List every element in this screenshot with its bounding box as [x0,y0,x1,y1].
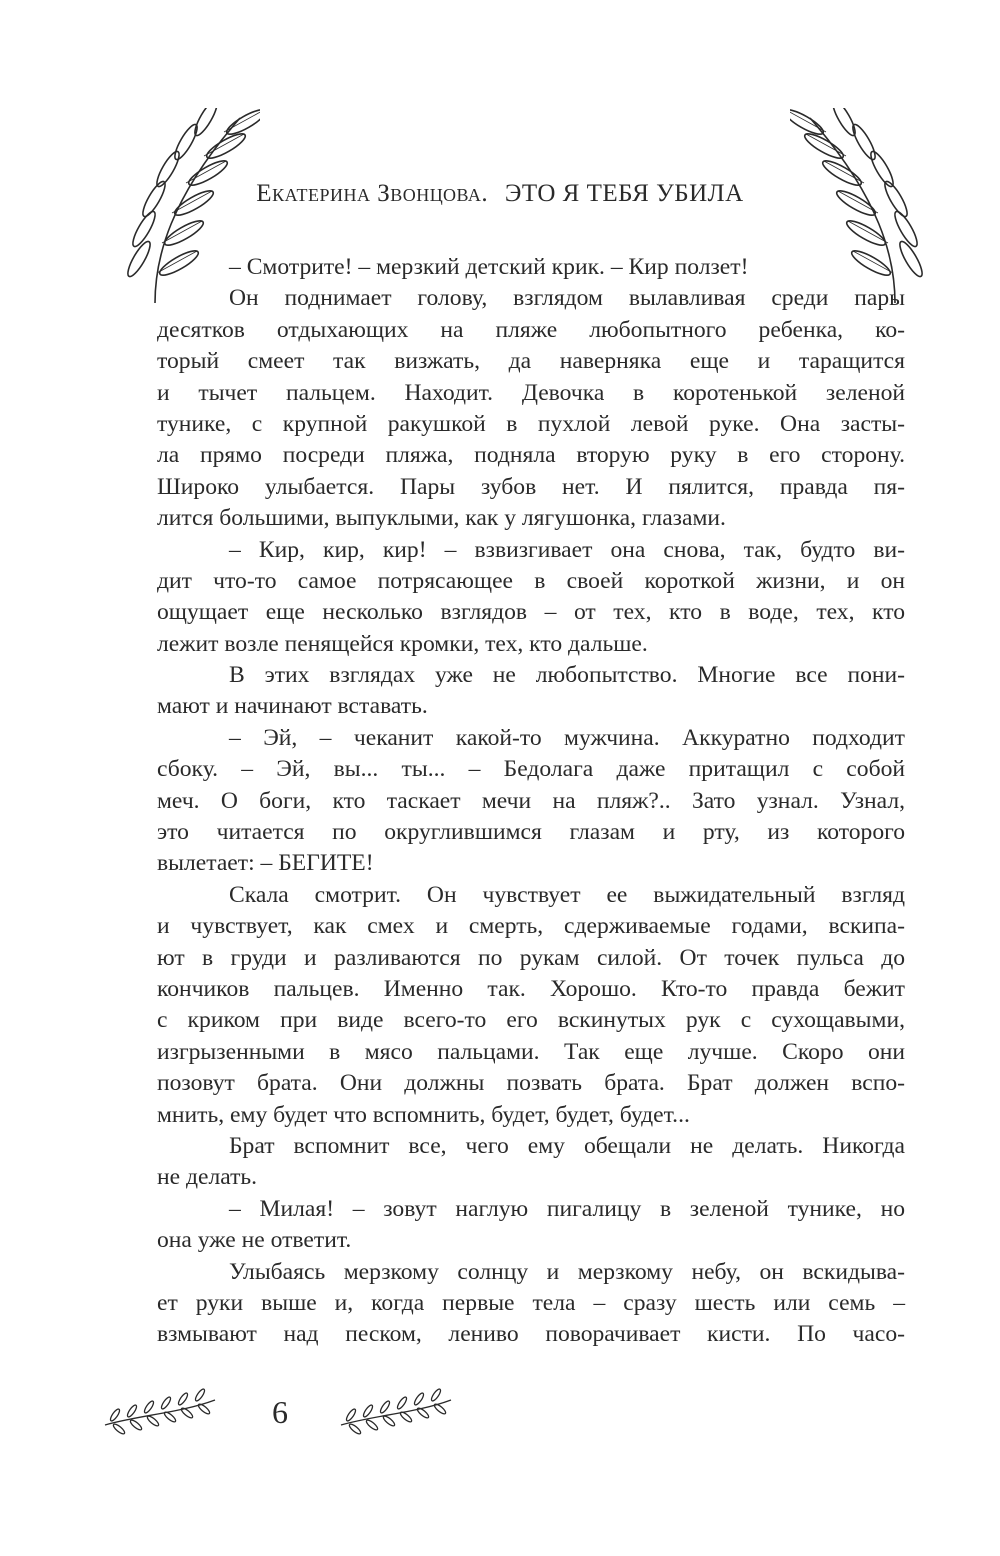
text-line: дит что-то самое потрясающее в своей короткой жизни, и он [157,567,905,594]
text-line: Скала смотрит. Он чувствует ее выжидательный взгляд [229,881,905,908]
text-line: с криком при виде всего-то его вскинутых рук с сухощавыми, [157,1007,905,1034]
header-author: Екатерина Звонцова. [256,180,489,207]
text-line: взмывают над песком, лениво поворачивает кисти. По часо- [157,1321,905,1348]
text-line: В этих взглядах уже не любопытство. Многие все пони- [229,662,905,689]
text-line: Улыбаясь мерзкому солнцу и мерзкому небу, он вскидыва- [229,1258,905,1285]
text-line: это читается по округлившимся глазам и рту, из которого [157,819,905,846]
text-line: ет руки выше и, когда первые тела – сразу шесть или семь – [157,1289,905,1316]
text-line: сбоку. – Эй, вы... ты... – Бедолага даже притащил с собой [157,756,905,783]
text-line: десятков отдыхающих на пляже любопытного ребенка, ко- [157,316,905,343]
text-line: не делать. [157,1164,258,1191]
text-line: она уже не ответит. [157,1227,352,1254]
text-line: – Милая! – зовут наглую пигалицу в зеленой тунике, но [229,1195,905,1222]
text-line: изгрызенными в мясо пальцами. Так еще лучше. Скоро они [157,1038,905,1065]
text-line: вылетает: – БЕГИТЕ! [157,850,374,877]
text-line: – Эй, – чеканит какой-то мужчина. Аккуратно подходит [229,724,905,751]
text-line: – Кир, кир, кир! – взвизгивает она снова, так, будто ви- [229,536,905,563]
text-line: торый смеет так визжать, да наверняка еще и таращится [157,348,905,375]
text-line: меч. О боги, кто таскает мечи на пляж?.. Зато узнал. Узнал, [157,787,905,814]
text-line: ют в груди и разливаются по рукам силой. От точек пульса до [157,944,905,971]
ornament-sprig-left-icon [100,1385,220,1445]
text-line: Он поднимает голову, взглядом вылавливая среди пары [229,285,905,312]
text-line: позовут брата. Они должны позвать брата. Брат должен вспо- [157,1070,905,1097]
text-line: Брат вспомнит все, чего ему обещали не делать. Никогда [229,1132,905,1159]
text-line: и тычет пальцем. Находит. Девочка в коротенькой зеленой [157,379,905,406]
text-line: тунике, с крупной ракушкой в пухлой левой руке. Она засты- [157,410,905,437]
text-line: – Смотрите! – мерзкий детский крик. – Кир ползет! [229,254,749,280]
header-title: ЭТО Я ТЕБЯ УБИЛА [504,180,744,207]
text-line: ла прямо посреди пляжа, подняла вторую руку в его сторону. [157,442,905,469]
page-number: 6 [272,1394,288,1430]
text-line: мают и начинают вставать. [157,693,428,720]
text-line: ощущает еще несколько взглядов – от тех, кто в воде, тех, кто [157,599,905,626]
running-header [0,180,1000,208]
text-line: кончиков пальцев. Именно так. Хорошо. Кто-то правда бежит [157,975,905,1002]
text-line: мнить, ему будет что вспомнить, будет, будет, будет... [157,1101,690,1128]
text-line: и чувствует, как смех и смерть, сдерживаемые годами, вскипа- [157,913,905,940]
text-line: лежит возле пенящейся кромки, тех, кто дальше. [157,630,648,657]
body-text [157,252,905,1351]
text-line: лится большими, выпуклыми, как у лягушонка, глазами. [157,505,726,532]
text-line: Широко улыбается. Пары зубов нет. И пялится, правда пя- [157,473,905,500]
ornament-sprig-right-icon [336,1385,456,1445]
